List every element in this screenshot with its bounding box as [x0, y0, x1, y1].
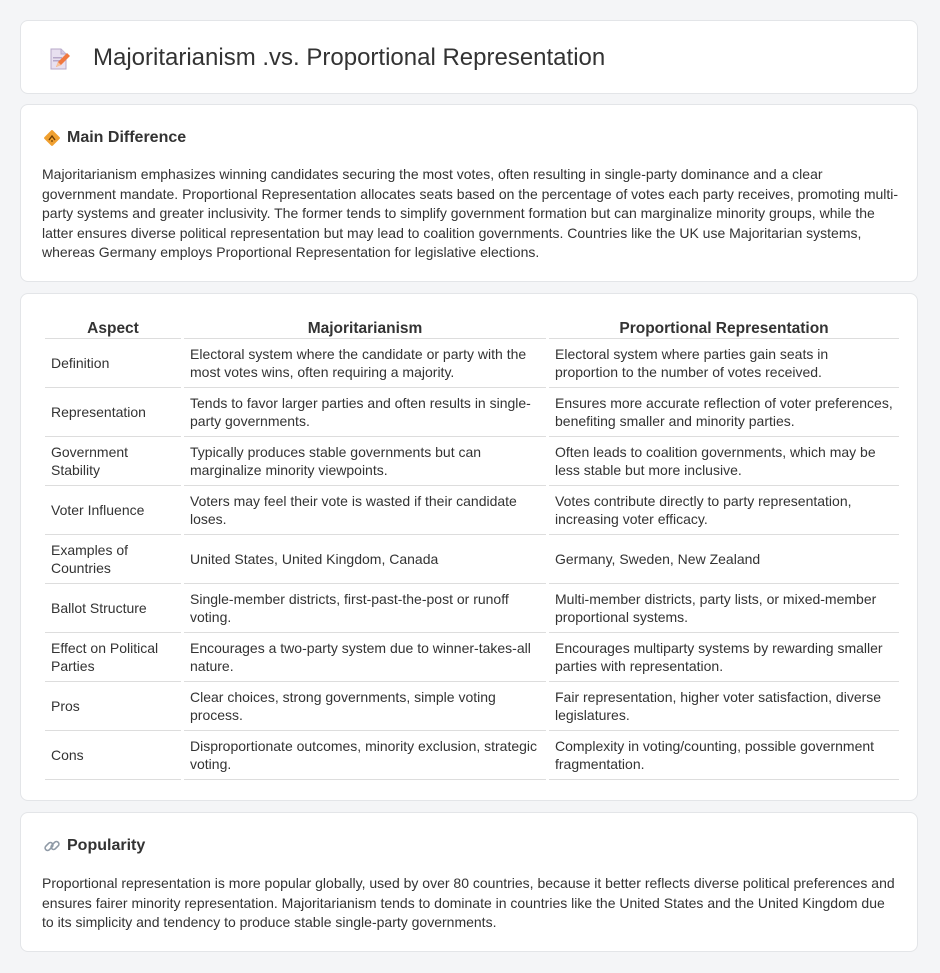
proportional-cell: Often leads to coalition governments, which may be less stable but more inclusive.	[549, 437, 899, 486]
aspect-cell: Ballot Structure	[45, 584, 181, 633]
main-difference-section	[20, 104, 918, 282]
majoritarianism-cell: Disproportionate outcomes, minority exclusion, strategic voting.	[184, 731, 546, 780]
table-row	[45, 437, 899, 486]
comparison-section	[20, 293, 918, 801]
column-header-aspect: Aspect	[45, 316, 181, 339]
table-header-row	[45, 316, 899, 339]
table-row	[45, 584, 899, 633]
proportional-cell: Ensures more accurate reflection of voter preferences, benefiting smaller and minority parties.	[549, 388, 899, 437]
proportional-cell: Multi-member districts, party lists, or mixed-member proportional systems.	[549, 584, 899, 633]
proportional-cell: Votes contribute directly to party representation, increasing voter efficacy.	[549, 486, 899, 535]
majoritarianism-cell: Clear choices, strong governments, simple voting process.	[184, 682, 546, 731]
road-sign-icon	[43, 129, 61, 147]
aspect-cell: Government Stability	[45, 437, 181, 486]
majoritarianism-cell: Single-member districts, first-past-the-post or runoff voting.	[184, 584, 546, 633]
aspect-cell: Voter Influence	[45, 486, 181, 535]
popularity-heading: Popularity	[67, 837, 146, 854]
aspect-cell: Effect on Political Parties	[45, 633, 181, 682]
main-difference-heading: Main Difference	[67, 129, 187, 146]
aspect-cell: Definition	[45, 339, 181, 388]
majoritarianism-cell: Tends to favor larger parties and often results in single-party governments.	[184, 388, 546, 437]
majoritarianism-cell: Typically produces stable governments but can marginalize minority viewpoints.	[184, 437, 546, 486]
popularity-section	[20, 812, 918, 952]
majoritarianism-cell: Electoral system where the candidate or party with the most votes wins, often requiring a majority.	[184, 339, 546, 388]
table-row	[45, 535, 899, 584]
page-title: Majoritarianism .vs. Proportional Representation	[93, 44, 606, 71]
column-header-majoritarianism: Majoritarianism	[184, 316, 546, 339]
table-row	[45, 633, 899, 682]
majoritarianism-cell: Voters may feel their vote is wasted if their candidate loses.	[184, 486, 546, 535]
aspect-cell: Examples of Countries	[45, 535, 181, 584]
table-row	[45, 731, 899, 780]
proportional-cell: Electoral system where parties gain seats in proportion to the number of votes received.	[549, 339, 899, 388]
majoritarianism-cell: United States, United Kingdom, Canada	[184, 535, 546, 584]
aspect-cell: Representation	[45, 388, 181, 437]
aspect-cell: Pros	[45, 682, 181, 731]
proportional-cell: Encourages multiparty systems by rewarding smaller parties with representation.	[549, 633, 899, 682]
comparison-table	[42, 316, 902, 780]
table-row	[45, 486, 899, 535]
table-row	[45, 339, 899, 388]
table-row	[45, 388, 899, 437]
proportional-cell: Germany, Sweden, New Zealand	[549, 535, 899, 584]
link-icon	[43, 837, 61, 855]
table-row	[45, 682, 899, 731]
main-difference-text: Majoritarianism emphasizes winning candidates securing the most votes, often resulting in single-party dominance and a clear government mandate. Proportional Representation allocates seats based on the percentage of votes each party receives, promoting multi-party systems and greater inclusivity. The former tends to simplify government formation but can marginalize minority groups, while the latter ensures diverse political representation but may lead to coalition governments. Countries like the UK use Majoritarian systems, whereas Germany employs Proportional Representation for legislative elections.	[42, 166, 899, 260]
proportional-cell: Fair representation, higher voter satisfaction, diverse legislatures.	[549, 682, 899, 731]
proportional-cell: Complexity in voting/counting, possible government fragmentation.	[549, 731, 899, 780]
popularity-text: Proportional representation is more popular globally, used by over 80 countries, because it better reflects diverse political preferences and ensures fairer minority representation. Majoritarianism tends to dominate in countries like the United States and the United Kingdom due to its simplicity and tendency to produce stable single-party governments.	[42, 875, 895, 930]
document-pencil-icon	[47, 47, 71, 71]
title-card	[20, 20, 918, 94]
majoritarianism-cell: Encourages a two-party system due to winner-takes-all nature.	[184, 633, 546, 682]
column-header-proportional: Proportional Representation	[549, 316, 899, 339]
aspect-cell: Cons	[45, 731, 181, 780]
